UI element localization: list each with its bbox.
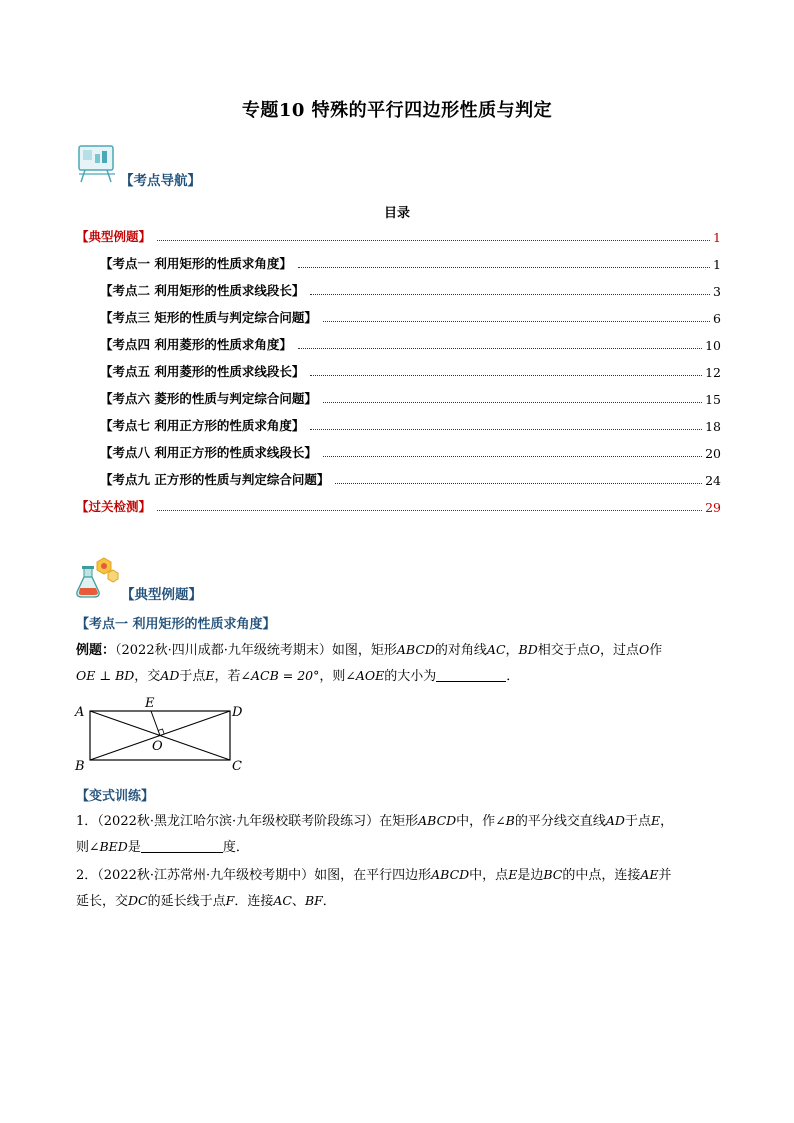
example-label: 例题： [76, 643, 116, 658]
chalkboard-icon [76, 142, 118, 184]
toc-label: 【考点五 利用菱形的性质求线段长】 [100, 364, 305, 379]
text: 、 [291, 894, 305, 909]
toc-leader [298, 267, 710, 268]
math: AD [160, 668, 180, 683]
toc-page: 1 [713, 230, 721, 245]
toc-page: 20 [705, 446, 721, 461]
text: ．连接 [234, 894, 274, 909]
rectangle-diagram [72, 694, 252, 774]
example-paragraph [76, 637, 724, 689]
toc-row[interactable] [76, 497, 721, 515]
toc-row[interactable] [100, 281, 721, 299]
math: ∠BED [89, 839, 128, 854]
toc-leader [157, 240, 710, 241]
segment-oe [151, 711, 160, 736]
math: BF [304, 893, 323, 908]
toc-leader [323, 402, 702, 403]
toc-label: 【过关检测】 [76, 499, 152, 514]
toc-leader [310, 294, 710, 295]
text: 延长，交 [76, 894, 129, 909]
math: AD [605, 813, 625, 828]
text: 的延长线于点 [147, 894, 226, 909]
math: ∠B [495, 813, 515, 828]
math: ∠ACB = 20° [240, 668, 320, 683]
toc-row[interactable] [100, 362, 721, 380]
math: ABCD [431, 867, 470, 882]
label-o: O [152, 739, 163, 754]
text: 是 [127, 840, 141, 855]
math: BC [543, 867, 563, 882]
text: 并 [658, 868, 672, 883]
section-heading: 【典型例题】 [121, 587, 202, 603]
math: O [639, 642, 650, 657]
math: E [508, 867, 518, 882]
toc-leader [323, 456, 702, 457]
text: 于点 [624, 814, 651, 829]
toc-row[interactable] [100, 254, 721, 272]
text: （2022秋·江苏常州·九年级校考期中）如图，在平行四边形 [97, 868, 432, 883]
toc-label: 【考点二 利用矩形的性质求线段长】 [100, 283, 305, 298]
toc-row[interactable] [100, 389, 721, 407]
toc-page: 1 [713, 257, 721, 272]
text: （2022秋·黑龙江哈尔滨·九年级校联考阶段练习）在矩形 [97, 814, 419, 829]
math: AE [640, 867, 659, 882]
toc-label: 【考点一 利用矩形的性质求角度】 [100, 256, 292, 271]
label-e: E [145, 696, 155, 711]
text: 中，作 [456, 814, 496, 829]
toc-row[interactable] [100, 416, 721, 434]
toc-leader [157, 510, 702, 511]
label-c: C [232, 759, 242, 774]
text: ， [505, 643, 519, 658]
question-number: 2． [76, 868, 98, 883]
question-2 [76, 862, 724, 914]
toc-page: 29 [705, 500, 721, 515]
kp1-heading: 【考点一 利用矩形的性质求角度】 [76, 617, 276, 632]
toc-row[interactable] [100, 443, 721, 461]
answer-blank[interactable] [141, 838, 223, 853]
page-title: 专题10 特殊的平行四边形性质与判定 [241, 100, 553, 121]
example-source: （2022秋·四川成都·九年级统考期末）如图，矩形 [115, 643, 397, 658]
text: 的中点，连接 [562, 868, 641, 883]
math: BD [518, 642, 538, 657]
answer-blank[interactable] [436, 667, 506, 682]
text: ，则 [319, 669, 346, 684]
math: E [205, 668, 215, 683]
text: ，若 [214, 669, 241, 684]
toc-label: 【考点六 菱形的性质与判定综合问题】 [100, 391, 317, 406]
toc-page: 3 [713, 284, 721, 299]
text: ，交 [134, 669, 161, 684]
text: 中，点 [469, 868, 509, 883]
text: 相交于点 [537, 643, 590, 658]
text: 度． [222, 840, 249, 855]
variant-heading: 【变式训练】 [76, 789, 155, 804]
toc-row[interactable] [76, 227, 721, 245]
text: 于点 [179, 669, 206, 684]
toc-label: 【典型例题】 [76, 229, 152, 244]
toc-row[interactable] [100, 470, 721, 488]
math: O [589, 642, 601, 657]
text: ，过点 [600, 643, 640, 658]
toc-row[interactable] [100, 335, 721, 353]
toc-leader [298, 348, 702, 349]
text: ， [660, 814, 674, 829]
text: 则 [76, 840, 90, 855]
toc-leader [310, 375, 702, 376]
toc-label: 【考点七 利用正方形的性质求角度】 [100, 418, 305, 433]
toc-title: 目录 [383, 206, 410, 221]
label-b: B [75, 759, 85, 774]
toc-leader [310, 429, 702, 430]
label-d: D [232, 705, 243, 720]
toc-leader [335, 483, 702, 484]
text: 的对角线 [434, 643, 487, 658]
toc-page: 12 [705, 365, 721, 380]
math: F [225, 893, 235, 908]
question-1 [76, 808, 724, 860]
math: DC [128, 893, 148, 908]
toc-label: 【考点四 利用菱形的性质求角度】 [100, 337, 292, 352]
toc-leader [323, 321, 710, 322]
question-number: 1． [76, 814, 98, 829]
math: AC [273, 893, 292, 908]
toc-page: 24 [705, 473, 721, 488]
math: ∠AOE [345, 668, 385, 683]
flask-icon [74, 556, 120, 600]
toc-page: 6 [713, 311, 721, 326]
text: ． [322, 894, 336, 909]
text: 是边 [517, 868, 544, 883]
math: ABCD [396, 642, 435, 657]
text: ． [506, 669, 520, 684]
math: AC [486, 642, 506, 657]
nav-heading: 【考点导航】 [120, 173, 201, 189]
text: 的平分线交直线 [514, 814, 606, 829]
toc-label: 【考点三 矩形的性质与判定综合问题】 [100, 310, 317, 325]
math: ABCD [418, 813, 457, 828]
math: E [650, 813, 661, 828]
toc-page: 18 [705, 419, 721, 434]
toc-row[interactable] [100, 308, 721, 326]
toc-page: 15 [705, 392, 721, 407]
text: 的大小为 [384, 669, 437, 684]
label-a: A [75, 705, 85, 720]
text: 作 [649, 643, 663, 658]
toc-label: 【考点九 正方形的性质与判定综合问题】 [100, 472, 330, 487]
math: OE ⊥ BD [76, 668, 135, 683]
toc-page: 10 [705, 338, 721, 353]
toc-label: 【考点八 利用正方形的性质求线段长】 [100, 445, 317, 460]
